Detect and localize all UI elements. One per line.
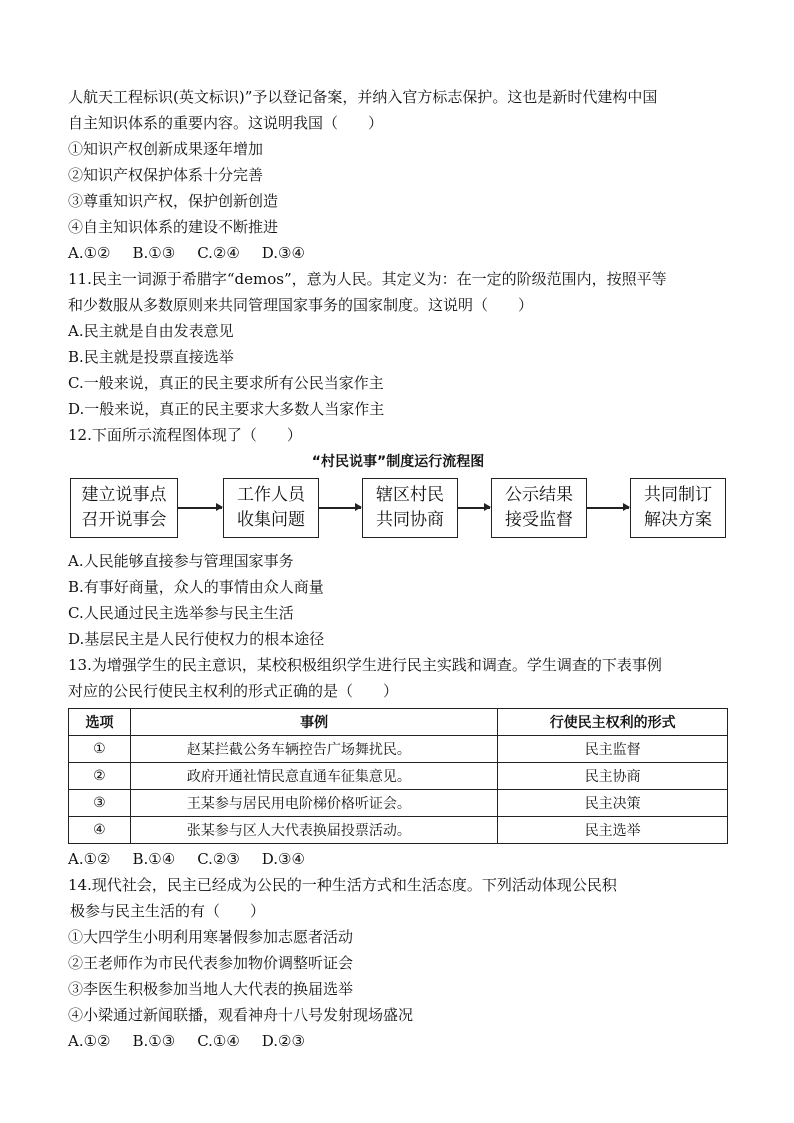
statement: ①知识产权创新成果逐年增加 [68,140,264,158]
flow-step-text: 共同制订 [644,485,712,505]
flow-step-text: 解决方案 [644,510,712,530]
option-d: D.②③ [261,1032,305,1050]
question-text-line: 人航天工程标识(英文标识)”予以登记备案，并纳入官方标志保护。这也是新时代建构中国 [68,88,658,106]
question-stem: 12.下面所示流程图体现了（ ） [68,426,302,444]
option-a: A.①② [68,244,111,262]
question-14 [68,872,728,1054]
choice-d: D.基层民主是人民行使权力的根本途径 [68,630,325,648]
option-c: C.①④ [197,1032,240,1050]
flowchart-title: “村民说事”制度运行流程图 [311,454,485,470]
table-cell: ③ [69,790,131,817]
table-header: 选项 [69,709,131,736]
statement: ①大四学生小明利用寒暑假参加志愿者活动 [68,928,354,946]
statement: ④自主知识体系的建设不断推进 [68,218,279,236]
flow-step-2 [223,478,319,538]
exam-page [68,84,728,1054]
flow-step-text: 收集问题 [237,510,305,530]
table-cell: 政府开通社情民意直通车征集意见。 [130,763,497,790]
choice-a: A.人民能够直接参与管理国家事务 [68,552,294,570]
table-header: 事例 [130,709,497,736]
flow-step-3 [362,478,458,538]
question-text-line: 11.民主一词源于希腊字“demos”，意为人民。其定义为：在一定的阶级范围内，按照平等 [68,270,667,288]
choice-d: D.一般来说，真正的民主要求大多数人当家作主 [68,400,385,418]
flow-step-1 [70,478,178,538]
table-header: 行使民主权利的形式 [498,709,728,736]
table-cell: 民主监督 [498,736,728,763]
question-text-line: 自主知识体系的重要内容。这说明我国（ ） [68,114,384,132]
question-13 [68,652,728,872]
table-cell: ④ [69,817,131,844]
flow-arrow [319,507,361,509]
option-d: D.③④ [261,244,305,262]
choice-b: B.民主就是投票直接选举 [68,348,234,366]
statement: ④小梁通过新闻联播，观看神舟十八号发射现场盛况 [68,1006,414,1024]
answer-options [68,1028,728,1054]
flow-step-text: 公示结果 [505,485,573,505]
option-a: A.①② [68,850,111,868]
flow-step-text: 接受监督 [505,510,573,530]
table-cell: 民主选举 [498,817,728,844]
statement: ③李医生积极参加当地人大代表的换届选举 [68,980,354,998]
choice-c: C.人民通过民主选举参与民主生活 [68,604,294,622]
option-d: D.③④ [261,850,305,868]
table-cell: ① [69,736,131,763]
statement: ②知识产权保护体系十分完善 [68,166,264,184]
question-text-line: 13.为增强学生的民主意识，某校积极组织学生进行民主实践和调查。学生调查的下表事例 [68,656,662,674]
flowchart [68,478,728,548]
flow-step-text: 共同协商 [376,510,444,530]
answer-options [68,240,728,266]
flow-step-4 [491,478,587,538]
flow-step-text: 辖区村民 [376,485,444,505]
table-row [69,736,728,763]
question-text-line: 和少数服从多数原则来共同管理国家事务的国家制度。这说明（ ） [68,296,534,314]
table-row [69,790,728,817]
table-cell: 赵某拦截公务车辆控告广场舞扰民。 [130,736,497,763]
flow-arrow [178,507,222,509]
question-12 [68,422,728,652]
question-10-tail [68,84,728,266]
choice-c: C.一般来说，真正的民主要求所有公民当家作主 [68,374,384,392]
choice-b: B.有事好商量，众人的事情由众人商量 [68,578,324,596]
table-cell: 民主协商 [498,763,728,790]
choice-a: A.民主就是自由发表意见 [68,322,234,340]
question-text-line: 14.现代社会，民主已经成为公民的一种生活方式和生活态度。下列活动体现公民积 [68,876,617,894]
flow-step-text: 建立说事点 [81,485,167,505]
question-text-line: 对应的公民行使民主权利的形式正确的是（ ） [68,682,399,700]
option-b: B.①③ [132,1032,176,1050]
option-b: B.①③ [132,244,176,262]
flow-step-text: 召开说事会 [81,510,167,530]
flow-arrow [587,507,629,509]
answer-options [68,846,728,872]
question-11 [68,266,728,422]
statement: ③尊重知识产权，保护创新创造 [68,192,279,210]
statement: ②王老师作为市民代表参加物价调整听证会 [68,954,354,972]
option-c: C.②③ [197,850,240,868]
table-cell: 王某参与居民用电阶梯价格听证会。 [130,790,497,817]
option-b: B.①④ [132,850,176,868]
table-cell: 民主决策 [498,790,728,817]
flow-arrow [458,507,490,509]
table-cell: 张某参与区人大代表换届投票活动。 [130,817,497,844]
question-text-line: 极参与民主生活的有（ ） [70,902,266,920]
table-cell: ② [69,763,131,790]
events-table [68,708,728,844]
option-a: A.①② [68,1032,111,1050]
table-row [69,817,728,844]
table-row [69,763,728,790]
flow-step-5 [630,478,726,538]
option-c: C.②④ [197,244,240,262]
table-header-row [69,709,728,736]
flow-step-text: 工作人员 [237,485,305,505]
